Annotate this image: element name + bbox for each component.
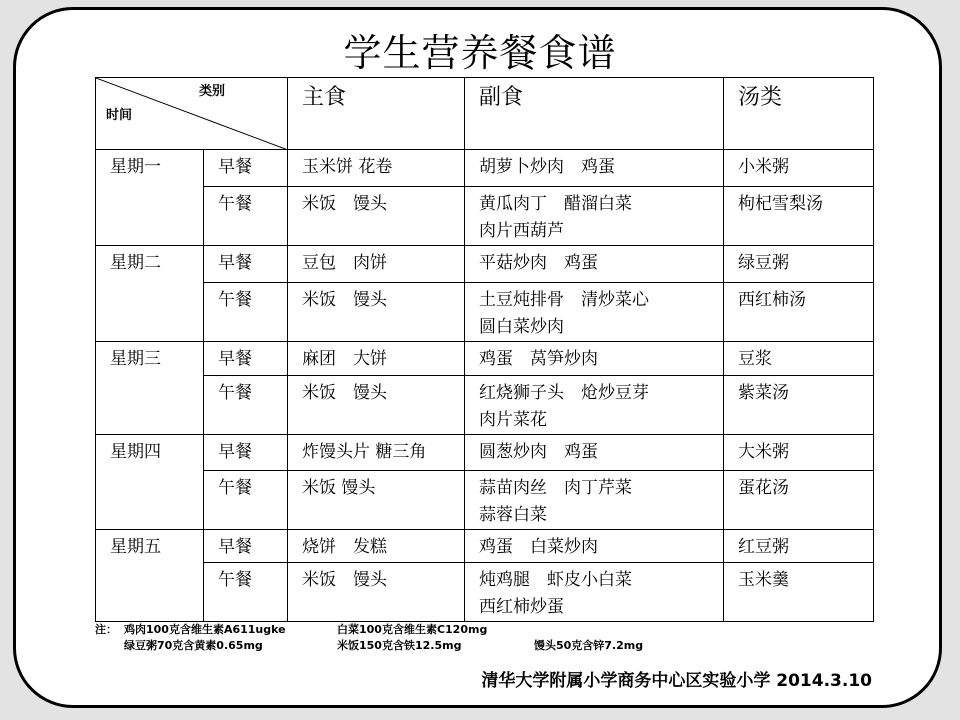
main-food: 炸馒头片 糖三角 — [288, 435, 465, 471]
table-header-row — [96, 78, 874, 150]
note-mung-bean: 绿豆粥70克含黄素0.65mg — [124, 639, 263, 652]
side-dish-line: 土豆炖排骨 清炒菜心 — [479, 290, 649, 310]
side-dish — [465, 283, 724, 342]
notes-label: 注： — [95, 623, 117, 636]
side-dish-line: 鸡蛋 白菜炒肉 — [479, 537, 598, 557]
meal-label: 早餐 — [204, 246, 288, 283]
school-footer: 清华大学附属小学商务中心区实验小学 2014.3.10 — [481, 671, 872, 691]
soup: 小米粥 — [724, 150, 874, 187]
side-dish — [465, 187, 724, 246]
side-dish — [465, 563, 724, 622]
day-label-empty — [96, 187, 204, 246]
note-cabbage: 白菜100克含维生素C120mg — [337, 623, 488, 636]
soup: 玉米羹 — [724, 563, 874, 622]
header-main: 主食 — [288, 78, 465, 150]
soup: 西红柿汤 — [724, 283, 874, 342]
side-dish-line: 红烧狮子头 炝炒豆芽 — [479, 383, 649, 403]
table-row — [96, 150, 874, 187]
table-row — [96, 246, 874, 283]
side-dish-line: 黄瓜肉丁 醋溜白菜 — [479, 194, 632, 214]
soup: 蛋花汤 — [724, 471, 874, 530]
soup: 红豆粥 — [724, 530, 874, 563]
header-corner-cell — [96, 78, 288, 150]
side-dish — [465, 246, 724, 283]
soup: 绿豆粥 — [724, 246, 874, 283]
table-row — [96, 187, 874, 246]
side-dish — [465, 150, 724, 187]
main-food: 豆包 肉饼 — [288, 246, 465, 283]
day-label-empty — [96, 283, 204, 342]
soup: 紫菜汤 — [724, 376, 874, 435]
note-bun: 馒头50克含锌7.2mg — [534, 639, 644, 652]
day-label: 星期三 — [96, 342, 204, 376]
meal-label: 午餐 — [204, 471, 288, 530]
side-dish-line: 圆葱炒肉 鸡蛋 — [479, 442, 598, 462]
soup: 大米粥 — [724, 435, 874, 471]
side-dish-line: 平菇炒肉 鸡蛋 — [479, 253, 598, 273]
day-label: 星期二 — [96, 246, 204, 283]
menu-table — [95, 77, 874, 622]
day-label: 星期一 — [96, 150, 204, 187]
main-food: 烧饼 发糕 — [288, 530, 465, 563]
meal-label: 午餐 — [204, 376, 288, 435]
side-dish — [465, 471, 724, 530]
page-title: 学生营养餐食谱 — [343, 31, 617, 75]
side-dish-line: 炖鸡腿 虾皮小白菜 — [479, 570, 632, 590]
table-row — [96, 376, 874, 435]
side-dish — [465, 530, 724, 563]
table-row — [96, 563, 874, 622]
day-label-empty — [96, 563, 204, 622]
side-dish-line: 肉片菜花 — [479, 410, 547, 430]
header-side: 副食 — [465, 78, 724, 150]
side-dish-line: 蒜蓉白菜 — [479, 505, 547, 525]
day-label-empty — [96, 471, 204, 530]
main-food: 米饭 馒头 — [288, 471, 465, 530]
table-row — [96, 342, 874, 376]
table-row — [96, 530, 874, 563]
note-rice: 米饭150克含铁12.5mg — [337, 639, 462, 652]
side-dish-line: 胡萝卜炒肉 鸡蛋 — [479, 157, 615, 177]
meal-label: 早餐 — [204, 435, 288, 471]
soup: 豆浆 — [724, 342, 874, 376]
corner-label-time: 时间 — [106, 108, 133, 123]
table-row — [96, 435, 874, 471]
side-dish — [465, 342, 724, 376]
table-row — [96, 283, 874, 342]
soup: 枸杞雪梨汤 — [724, 187, 874, 246]
side-dish — [465, 376, 724, 435]
meal-label: 早餐 — [204, 342, 288, 376]
main-food: 米饭 馒头 — [288, 187, 465, 246]
day-label: 星期四 — [96, 435, 204, 471]
table-row — [96, 471, 874, 530]
meal-label: 早餐 — [204, 150, 288, 187]
meal-label: 午餐 — [204, 563, 288, 622]
main-food: 米饭 馒头 — [288, 563, 465, 622]
meal-label: 早餐 — [204, 530, 288, 563]
note-chicken: 鸡肉100克含维生素A611ugke — [124, 623, 286, 636]
main-food: 米饭 馒头 — [288, 283, 465, 342]
side-dish — [465, 435, 724, 471]
meal-label: 午餐 — [204, 283, 288, 342]
side-dish-line: 西红柿炒蛋 — [479, 597, 564, 617]
day-label: 星期五 — [96, 530, 204, 563]
main-food: 玉米饼 花卷 — [288, 150, 465, 187]
day-label-empty — [96, 376, 204, 435]
main-food: 麻团 大饼 — [288, 342, 465, 376]
header-soup: 汤类 — [724, 78, 874, 150]
corner-label-category: 类别 — [198, 84, 225, 99]
main-food: 米饭 馒头 — [288, 376, 465, 435]
side-dish-line: 肉片西葫芦 — [479, 221, 564, 241]
side-dish-line: 鸡蛋 莴笋炒肉 — [479, 349, 598, 369]
side-dish-line: 圆白菜炒肉 — [479, 317, 564, 337]
meal-label: 午餐 — [204, 187, 288, 246]
side-dish-line: 蒜苗肉丝 肉丁芹菜 — [479, 478, 632, 498]
